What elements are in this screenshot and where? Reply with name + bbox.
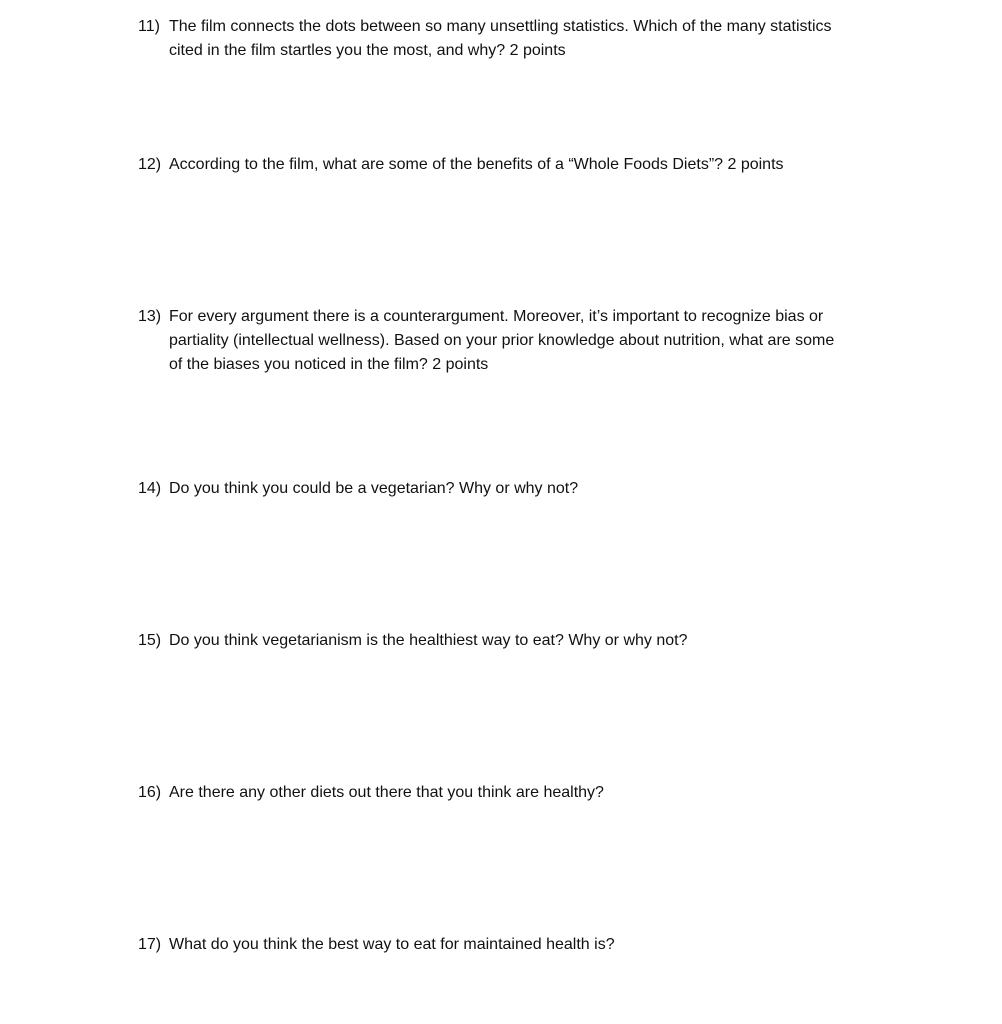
question-13 [138,305,908,377]
question-line [138,477,908,501]
question-text: Are there any other diets out there that you think are healthy? [169,784,604,801]
question-text-continued: of the biases you noticed in the film? 2 points [169,356,489,373]
question-17 [138,933,908,957]
question-text: Do you think vegetarianism is the healthiest way to eat? Why or why not? [169,632,688,649]
question-line [138,629,908,653]
question-number: 15) [138,632,162,649]
question-number: 17) [138,936,162,953]
question-text-continued: cited in the film startles you the most, and why? 2 points [169,42,566,59]
question-text: For every argument there is a counterargument. Moreover, it’s important to recognize bias or [169,308,824,325]
question-line [138,933,908,957]
question-line [138,153,908,177]
question-text: According to the film, what are some of the benefits of a “Whole Foods Diets”? 2 points [169,156,784,173]
question-text: Do you think you could be a vegetarian? Why or why not? [169,480,579,497]
question-text: What do you think the best way to eat for maintained health is? [169,936,615,953]
question-15 [138,629,908,653]
question-number: 11) [138,18,160,35]
question-line [138,305,908,329]
question-16 [138,781,908,805]
question-number: 14) [138,480,162,497]
question-number: 16) [138,784,162,801]
question-text-continued: partiality (intellectual wellness). Based on your prior knowledge about nutrition, what are some [169,332,835,349]
question-11 [138,15,908,63]
question-text: The film connects the dots between so many unsettling statistics. Which of the many statistics [169,18,832,35]
question-line [138,15,908,39]
question-12 [138,153,908,177]
question-number: 12) [138,156,162,173]
question-number: 13) [138,308,162,325]
question-line [138,781,908,805]
question-14 [138,477,908,501]
